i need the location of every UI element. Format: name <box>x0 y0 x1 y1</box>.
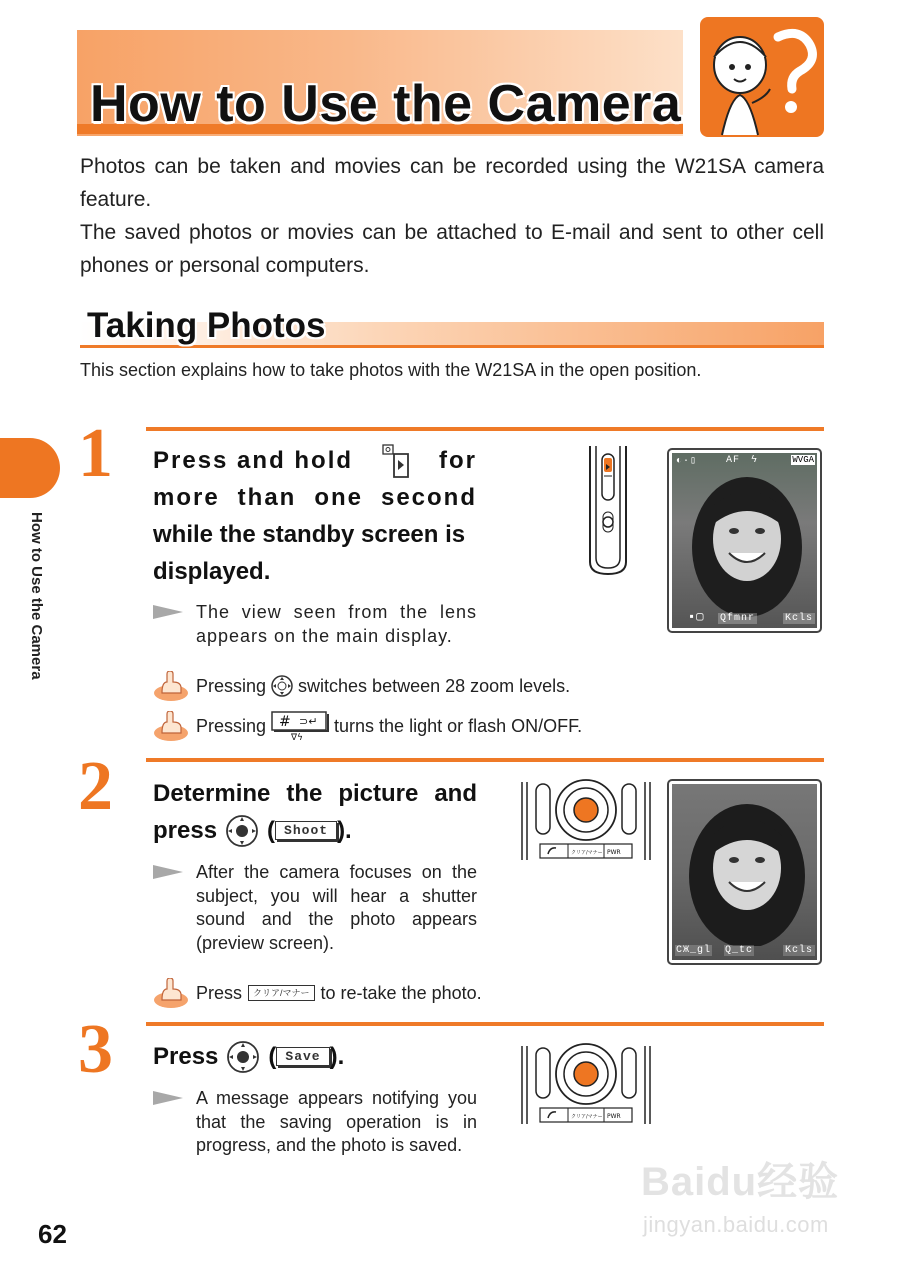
step-number: 3 <box>78 1011 113 1088</box>
step-heading-text: Press and hold <box>153 447 354 474</box>
intro-text <box>80 150 824 282</box>
osd-close-label: Kcls <box>784 613 813 624</box>
pound-key-icon <box>271 711 329 741</box>
osd-camera-mode-icon: ▪▢ <box>688 610 705 624</box>
phone-side-illustration <box>586 446 630 576</box>
step-divider <box>146 427 824 431</box>
step-divider <box>146 1022 824 1026</box>
svg-text:∇ϟ: ∇ϟ <box>291 733 303 741</box>
step-number: 2 <box>78 748 113 825</box>
step-heading-text: Determine the picture and <box>153 780 477 807</box>
clear-key-icon: クリア/マナー <box>248 985 315 1001</box>
osd-menu-label: Q_tc <box>725 945 754 956</box>
osd-menu-label: Qfmnr <box>720 613 756 624</box>
svg-text:#: # <box>279 714 291 730</box>
bullet-arrow-icon <box>153 1091 183 1105</box>
save-softkey-label: Save <box>276 1047 329 1066</box>
keypad-clear-label: クリア/マナー <box>571 1114 603 1120</box>
step-heading-text: while the standby screen is <box>153 521 466 548</box>
osd-indicator-icon: ◐·▯ <box>676 456 698 467</box>
step-note: Pressing # ⊃↵ ∇ϟ turns the light or flash ON/OFF. <box>153 711 582 741</box>
step-bullet: A message appears notifying you that the saving operation is in progress, and the photo is saved. <box>153 1087 477 1158</box>
page-title: How to Use the Camera <box>90 75 682 133</box>
section-title: Taking Photos <box>87 306 326 345</box>
chapter-tab-label: How to Use the Camera <box>28 512 45 680</box>
keypad-pwr-label: PWR <box>607 849 621 856</box>
osd-reshoot-label: CЖ_gl <box>676 945 712 956</box>
step-number: 1 <box>78 415 113 492</box>
flash-icon: ϟ <box>751 455 759 466</box>
center-key-icon <box>225 814 259 848</box>
watermark-url: jingyan.baidu.com <box>643 1212 829 1237</box>
hand-pointer-icon <box>153 711 189 741</box>
intro-paragraph: Photos can be taken and movies can be recorded using the W21SA camera feature. <box>80 155 824 211</box>
center-key-icon <box>226 1040 260 1074</box>
keypad-clear-label: クリア/マナー <box>571 850 603 856</box>
step-heading-text: more than one second <box>153 484 477 511</box>
step-heading-text: for <box>438 447 477 474</box>
mascot-illustration <box>700 17 824 137</box>
hand-pointer-icon <box>153 978 189 1008</box>
step-heading <box>153 442 477 590</box>
step-bullet: The view seen from the lens appears on the main display. <box>153 601 477 648</box>
osd-size-label: WVGA <box>792 455 814 465</box>
step-heading-text: displayed. <box>153 558 271 585</box>
keypad-pwr-label: PWR <box>607 1113 621 1120</box>
camera-viewfinder-screen <box>667 448 822 633</box>
page-number: 62 <box>38 1219 67 1249</box>
camera-key-icon <box>382 444 410 478</box>
step-bullet: After the camera focuses on the subject, you will hear a shutter sound and the photo appears (preview screen). <box>153 861 477 955</box>
shoot-softkey-label: Shoot <box>275 821 337 840</box>
camera-preview-screen <box>667 779 822 965</box>
osd-af-label: AF <box>726 455 741 466</box>
section-description: This section explains how to take photos with the W21SA in the open position. <box>80 360 702 380</box>
keypad-illustration <box>520 1042 652 1128</box>
svg-text:⊃↵: ⊃↵ <box>299 715 318 728</box>
bullet-arrow-icon <box>153 605 183 619</box>
step-note: Press クリア/マナー to re-take the photo. <box>153 978 482 1008</box>
osd-close-label: Kcls <box>784 945 813 956</box>
subject-photo <box>682 467 812 617</box>
subject-photo <box>682 790 812 946</box>
step-heading-text: Press <box>153 1043 219 1070</box>
step-heading: Determine the picture and press ( Shoot ). <box>153 775 477 849</box>
bullet-arrow-icon <box>153 865 183 879</box>
chapter-tab <box>0 438 60 498</box>
step-heading: Press ( Save ). <box>153 1038 477 1075</box>
navigation-key-icon <box>271 673 293 699</box>
step-heading-text: press <box>153 817 218 844</box>
keypad-illustration <box>520 778 652 864</box>
watermark-logo: Baidu经验 <box>641 1160 840 1204</box>
step-note: Pressing switches between 28 zoom levels. <box>153 671 570 701</box>
intro-paragraph: The saved photos or movies can be attached to E-mail and sent to other cell phones or personal computers. <box>80 221 824 277</box>
hand-pointer-icon <box>153 671 189 701</box>
step-divider <box>146 758 824 762</box>
